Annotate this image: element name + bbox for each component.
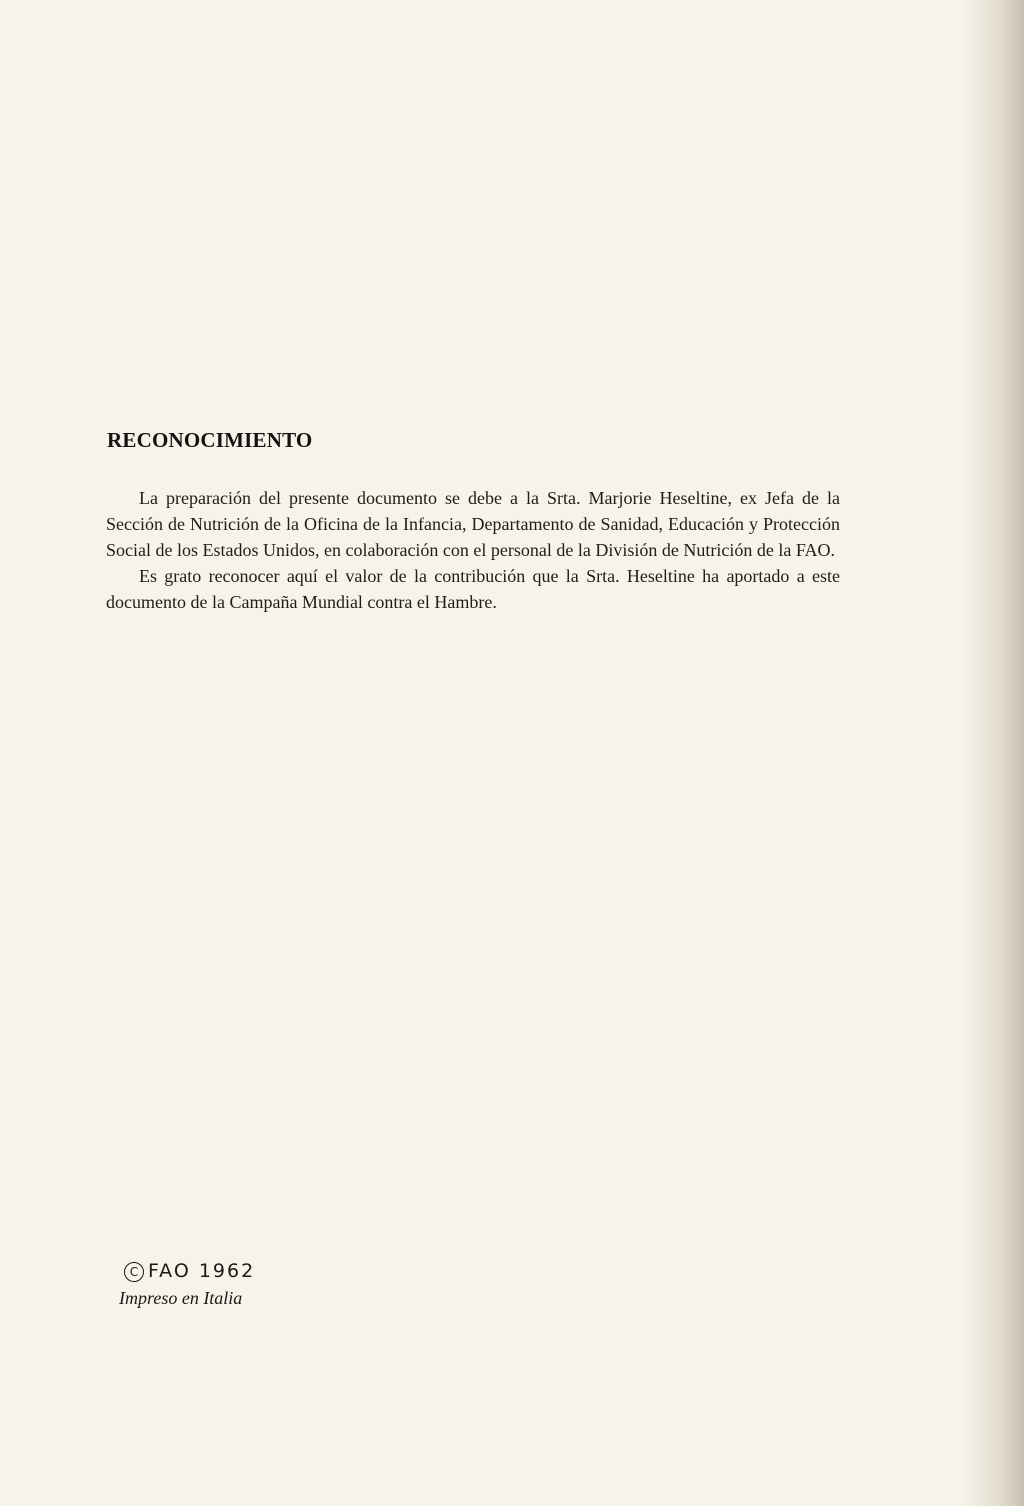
paragraph-1: La preparación del presente documento se debe a la Srta. Marjorie Heseltine, ex Jefa de la Sección de Nutrición de la Oficina de la Infancia, Departamento de Sanidad, Educación y Protección Social de los Estados Unidos, en colaboración con el personal de la División de Nutrición de la FAO.: [106, 488, 840, 560]
copyright-line: [124, 1260, 255, 1282]
paragraph-2: Es grato reconocer aquí el valor de la contribución que la Srta. Heseltine ha aportado a este documento de la Campaña Mundial contra el Hambre.: [106, 566, 840, 612]
copyright-text: FAO 1962: [148, 1260, 256, 1282]
copyright-icon: C: [124, 1262, 144, 1282]
page-heading: RECONOCIMIENTO: [107, 428, 313, 452]
printed-in-note: Impreso en Italia: [119, 1288, 243, 1308]
acknowledgement-body: [106, 485, 840, 615]
